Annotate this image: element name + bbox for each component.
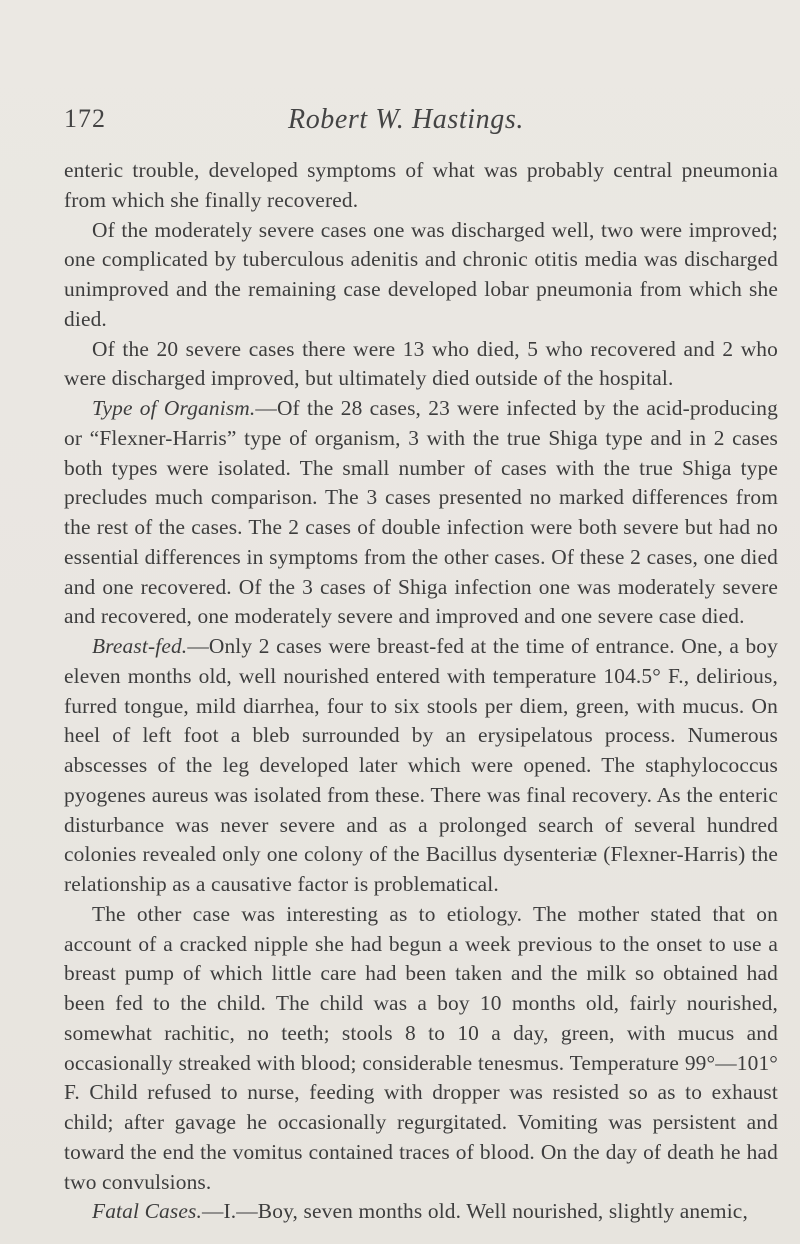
section-lead-italic: Fatal Cases. xyxy=(92,1199,202,1224)
paragraph-text: Of the 20 severe cases there were 13 who died, 5 who recovered and 2 who were discharged improved, but ultimately died outside of the hospital. xyxy=(64,336,778,391)
paragraph-fatal-cases xyxy=(64,1197,778,1227)
paragraph-text: Of the moderately severe cases one was discharged well, two were improved; one complicated by tuberculous adenitis and chronic otitis media was discharged unimproved and the remaining case developed lobar pneumonia from which she died. xyxy=(64,217,778,331)
section-lead-italic: Breast-fed. xyxy=(92,634,188,658)
paragraph-continuation xyxy=(64,156,778,216)
paragraph-text: enteric trouble, developed symptoms of what was probably central pneumonia from which she finally recovered. xyxy=(64,158,778,212)
paragraph-breast-fed xyxy=(64,632,778,900)
body-text xyxy=(64,156,778,1227)
page-number: 172 xyxy=(64,104,106,133)
paragraph-other-case xyxy=(64,900,778,1198)
page-header xyxy=(64,104,764,144)
running-head: Robert W. Hastings. xyxy=(288,104,524,135)
paragraph-text: —Only 2 cases were breast-fed at the time of entrance. One, a boy eleven months old, well nourished entered with temperature 104.5° F., delirious, furred tongue, mild diarrhea, four to six stools per diem, green, with mucus. On heel of left foot a bleb surrounded by an erysipelatous process. Numerous abscesses of the leg developed later which were opened. The staphylococcus pyogenes aureus was isolated from these. There was final recovery. As the enteric disturbance was never severe and as a prolonged search of several hundred colonies revealed only one colony of the Bacillus dysenteriæ (Flexner-Harris) the relationship as a causative factor is problematical. xyxy=(64,634,778,896)
paragraph-severe-cases xyxy=(64,335,778,395)
paragraph-text: —I.—Boy, seven months old. Well nourished, slightly anemic, xyxy=(201,1199,748,1224)
paragraph-moderately-severe xyxy=(64,216,778,335)
paragraph-text: —Of the 28 cases, 23 were infected by the acid-producing or “Flexner-Harris” type of organism, 3 with the true Shiga type and in 2 cases both types were isolated. The small number of cases with the true Shiga type precludes much comparison. The 3 cases presented no marked differences from the rest of the cases. The 2 cases of double infection were both severe but had no essential differences in symptoms from the other cases. Of these 2 cases, one died and one recovered. Of the 3 cases of Shiga infection one was moderately severe and recovered, one moderately severe and improved and one severe case died. xyxy=(64,396,778,629)
paragraph-type-of-organism xyxy=(64,394,778,632)
paragraph-text: The other case was interesting as to etiology. The mother stated that on account of a cracked nipple she had begun a week previous to the onset to use a breast pump of which little care had been taken and the milk so obtained had been fed to the child. The child was a boy 10 months old, fairly nourished, somewhat rachitic, no teeth; stools 8 to 10 a day, green, with mucus and occasionally streaked with blood; considerable tenesmus. Temperature 99°—101° F. Child refused to nurse, feeding with dropper was resisted so as to exhaust child; after gavage he occasionally regurgitated. Vomiting was persistent and toward the end the vomitus contained traces of blood. On the day of death he had two convulsions. xyxy=(64,901,778,1194)
section-lead-italic: Type of Organism. xyxy=(92,396,256,420)
